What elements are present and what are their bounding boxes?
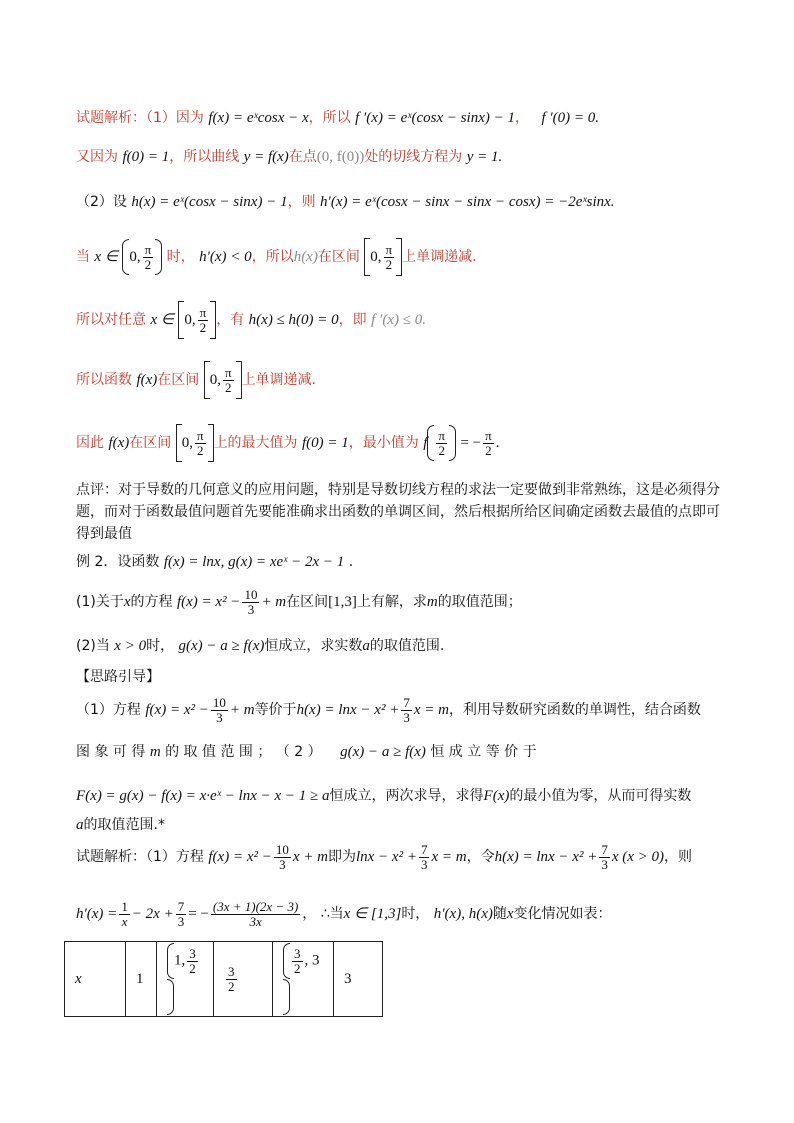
fraction	[401, 696, 412, 725]
guide-line-1	[76, 692, 701, 728]
text: 上有解，求	[356, 594, 427, 610]
text: 上单调递减.	[402, 249, 477, 265]
paren-right	[449, 425, 456, 461]
fraction	[119, 900, 130, 929]
text: ，有	[216, 312, 245, 328]
text: 等价于	[254, 702, 297, 718]
fraction	[143, 243, 154, 272]
text: 恒成立，求实数	[264, 638, 363, 654]
fraction	[211, 696, 228, 725]
guide-line-2	[76, 742, 537, 762]
equation: x	[506, 906, 514, 922]
denominator: 2	[485, 442, 492, 458]
text: 恒 成 立 等 价 于	[430, 744, 537, 760]
equation: m	[426, 594, 438, 610]
equation: lnx − x² +	[355, 849, 417, 865]
denominator: 3	[403, 709, 410, 725]
equation: f(0) = 1	[122, 149, 170, 165]
equation: h(x) = lnx − x² +	[296, 702, 400, 718]
equation: x = m	[413, 702, 449, 718]
equation: f(x)	[108, 435, 130, 451]
numerator: π	[224, 364, 232, 380]
text: 所以对任意	[76, 312, 146, 328]
question-2	[76, 636, 444, 656]
equation: h(x)	[293, 249, 318, 265]
equation: g(x) − a ≥ f(x)	[178, 638, 265, 654]
text: （2）设	[76, 194, 127, 210]
text: 变化情况如表：	[513, 906, 612, 922]
text: 在点	[288, 149, 317, 165]
text: 试题解析：（1）方程	[76, 849, 204, 865]
text: 又因为	[76, 149, 118, 165]
equation: = −	[460, 435, 482, 451]
equation: h′(x), h(x)	[433, 906, 493, 922]
text: 恒成立，两次求导，求得	[329, 788, 484, 804]
text: 的 取 值 范 围 ； （ 2 ）	[165, 744, 322, 760]
equation: y = f(x)	[243, 149, 289, 165]
equation: = −	[188, 906, 209, 922]
paren-left	[427, 425, 434, 461]
guide-line-3	[76, 786, 691, 806]
equation: f ′(x) = eˣ(cosx − sinx) − 1	[355, 110, 516, 126]
fraction	[292, 947, 303, 976]
question-1	[76, 584, 522, 620]
variation-table	[64, 941, 383, 1017]
equation: f(x) = x² −	[208, 849, 272, 865]
equation: f(0) = 1	[302, 435, 349, 451]
paren-right	[167, 979, 174, 1015]
equation: a	[76, 817, 84, 833]
equation: h′(x) < 0	[199, 249, 252, 265]
equation: x ∈ [1,3]	[343, 906, 402, 922]
denominator: 3	[279, 856, 286, 872]
equation: m	[149, 744, 161, 760]
denominator: 2	[199, 319, 207, 335]
numerator: π	[385, 241, 393, 257]
paren-right	[283, 979, 290, 1015]
example-2-heading	[76, 552, 353, 572]
text: 因此	[76, 435, 104, 451]
guide-line-4	[76, 815, 165, 835]
max-min-line	[76, 424, 499, 462]
numerator: 7	[601, 841, 608, 857]
equation: x = m	[431, 849, 467, 865]
text: (2)当	[76, 638, 110, 654]
text: 图 象 可 得	[76, 744, 146, 760]
interval-text: , 3	[304, 952, 320, 969]
table-cell	[157, 942, 214, 1017]
equation: x ∈	[150, 312, 174, 328]
fraction	[226, 965, 237, 994]
paren-left	[283, 943, 290, 979]
numerator: 3	[228, 963, 235, 979]
numerator: π	[438, 427, 445, 443]
numerator: (3x + 1)(2x − 3)	[212, 898, 299, 914]
denominator: 2	[197, 442, 204, 458]
interval-text: 0,	[129, 249, 141, 265]
decreasing-line	[76, 361, 316, 399]
text: 的取值范围；	[437, 594, 522, 610]
numerator: π	[485, 427, 492, 443]
table-cell: x	[65, 942, 126, 1017]
equation: F(x) = g(x) − f(x) = x·eˣ − lnx − x − 1 ≥ a	[76, 788, 330, 804]
equation: a	[362, 638, 370, 654]
text: ，最小值为	[348, 435, 419, 451]
equation: (0, f(0))	[316, 149, 365, 165]
equation: h(x) = lnx − x² +	[494, 849, 598, 865]
equation: x	[123, 594, 131, 610]
denominator: 2	[438, 442, 445, 458]
denominator: 2	[385, 256, 393, 272]
table-cell: 1	[126, 942, 157, 1017]
numerator: 7	[420, 841, 428, 857]
text: 的取值范围.	[369, 638, 445, 654]
equation: g(x) − a ≥ f(x)	[340, 744, 426, 760]
equation: + m	[229, 702, 255, 718]
numerator: π	[144, 241, 152, 257]
any-x-line	[76, 301, 426, 339]
table-cell	[214, 942, 273, 1017]
tangent-line	[76, 147, 502, 167]
text: 的方程	[130, 594, 173, 610]
text: (1)关于	[76, 594, 124, 610]
table-row	[65, 942, 383, 1017]
denominator: 3x	[249, 913, 262, 929]
text: 处的切线方程为	[364, 149, 463, 165]
fraction	[384, 243, 395, 272]
text: 的最小值为零，从而可得实数	[509, 788, 692, 804]
text: 时，	[166, 249, 195, 265]
text: （1）因为	[146, 110, 204, 126]
text: ， ∴当	[302, 906, 344, 922]
text: 在区间	[317, 249, 360, 265]
text: ，利用导数研究函数的单调性，结合函数	[448, 702, 701, 718]
equation: f ′(0) = 0.	[541, 110, 600, 126]
numerator: π	[196, 427, 204, 443]
text: 即为	[327, 849, 356, 865]
text: ，则	[287, 194, 316, 210]
text: .	[495, 435, 500, 451]
text: 所以函数	[76, 372, 132, 388]
text: 随	[492, 906, 507, 922]
solution-1-line	[76, 108, 599, 128]
equation: f ′(x) ≤ 0.	[371, 312, 426, 328]
interval-text: 1,	[174, 952, 186, 969]
numerator: 1	[121, 898, 128, 914]
equation: x > 0	[114, 638, 147, 654]
text: 在区间	[129, 435, 172, 451]
denominator: 2	[294, 960, 301, 976]
denominator: 3	[247, 601, 255, 617]
numerator: 7	[177, 898, 185, 914]
numerator: 10	[244, 586, 258, 602]
denominator: 3	[177, 913, 185, 929]
fraction	[419, 843, 430, 872]
fraction	[195, 429, 206, 458]
numerator: 3	[189, 945, 196, 961]
denominator: x	[121, 913, 128, 929]
text: ，则	[664, 849, 693, 865]
equation: F(x)	[483, 788, 510, 804]
equation: f(x) = x² −	[145, 702, 209, 718]
equation: [1,3]	[328, 594, 357, 610]
text: 在区间	[286, 594, 329, 610]
text: 时，	[146, 638, 175, 654]
numerator: 7	[403, 694, 410, 710]
equation: x (x > 0)	[611, 849, 665, 865]
equation: f	[423, 435, 428, 451]
equation: h(x) = eˣ(cosx − sinx) − 1	[131, 194, 288, 210]
fraction	[274, 843, 291, 872]
fraction	[211, 900, 300, 929]
derivative-line	[76, 894, 612, 934]
fraction	[187, 947, 198, 976]
table-cell: 3	[334, 942, 383, 1017]
text: ，令	[466, 849, 495, 865]
fraction	[176, 900, 187, 929]
equation: + m	[261, 594, 287, 610]
text: ，	[515, 110, 530, 126]
fraction	[599, 843, 610, 872]
text: ，所以	[251, 249, 294, 265]
text: 上的最大值为	[213, 435, 298, 451]
text: 时，	[401, 906, 430, 922]
equation: f(x)	[136, 372, 158, 388]
fraction	[242, 588, 259, 617]
equation: x + m	[292, 849, 328, 865]
equation: h(x) ≤ h(0) = 0	[248, 312, 339, 328]
denominator: 3	[420, 856, 428, 872]
interval-text: 0,	[209, 372, 221, 388]
denominator: 2	[189, 960, 196, 976]
part-2-line	[76, 192, 615, 212]
equation: h′(x) = eˣ(cosx − sinx − sinx − cosx) = −2eˣsinx.	[320, 194, 615, 210]
fraction	[198, 306, 209, 335]
text: 例 2．设函数	[76, 554, 160, 570]
numerator: 3	[294, 945, 301, 961]
denominator: 2	[225, 379, 232, 395]
text: （1）方程	[76, 702, 141, 718]
solution-label: 试题解析：	[76, 110, 146, 126]
numerator: π	[199, 304, 207, 320]
equation: x ∈	[94, 249, 118, 265]
equation: f(x) = x² −	[176, 594, 241, 610]
text: 在区间	[157, 372, 200, 388]
denominator: 2	[228, 978, 235, 994]
text: .	[348, 554, 354, 570]
text: 当	[76, 249, 90, 265]
denominator: 3	[216, 709, 223, 725]
denominator: 2	[144, 256, 152, 272]
denominator: 3	[601, 856, 608, 872]
equation: y = 1.	[466, 149, 503, 165]
table-cell	[273, 942, 334, 1017]
paren-right	[155, 239, 162, 275]
interval-text: 0,	[181, 435, 193, 451]
monotonic-line	[76, 238, 477, 276]
fraction	[223, 366, 234, 395]
equation: − 2x +	[131, 906, 174, 922]
interval-text: 0,	[370, 249, 382, 265]
text: 上单调递减.	[241, 372, 317, 388]
text: ，所以曲线	[169, 149, 240, 165]
interval-text: 0,	[184, 312, 196, 328]
fraction	[483, 429, 494, 458]
comment-paragraph: 点评：对于导数的几何意义的应用问题，特别是导数切线方程的求法一定要做到非常熟练，这是必须得分题，而对于函数最值问题首先要能准确求出函数的单调区间，然后根据所给区间确定函数去最值的点即可得到最值	[76, 482, 720, 542]
solution-2-line	[76, 838, 692, 876]
equation: f(x) = lnx, g(x) = xeˣ − 2x − 1	[163, 554, 345, 570]
equation: h′(x) =	[76, 906, 118, 922]
text: ，所以	[308, 110, 351, 126]
guide-title: 【思路引导】	[76, 669, 160, 685]
fraction	[436, 429, 447, 458]
equation: f(x) = eˣcosx − x	[208, 110, 309, 126]
text: 的取值范围.*	[83, 817, 165, 833]
text: ，即	[338, 312, 367, 328]
paren-left	[167, 943, 174, 979]
numerator: 10	[275, 841, 289, 857]
numerator: 10	[212, 694, 226, 710]
